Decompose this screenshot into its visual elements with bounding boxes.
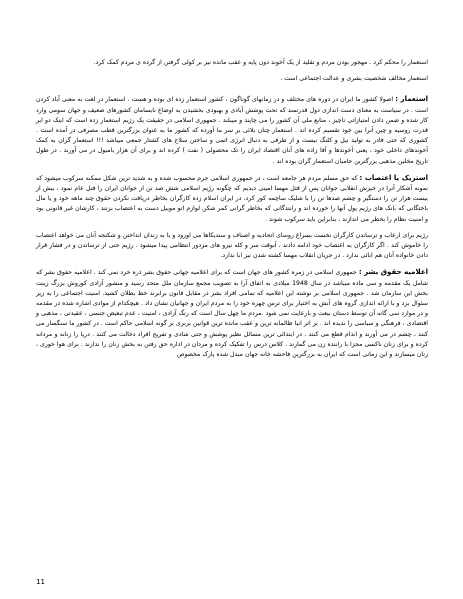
paragraph-intimidation xyxy=(36,231,428,262)
page-number: 11 xyxy=(36,578,45,586)
paragraph-colonialism xyxy=(36,94,428,166)
document-page xyxy=(36,58,428,366)
paragraph-1 xyxy=(36,58,428,68)
heading-human-rights: اعلامیه حقوق بشر : xyxy=(358,268,428,277)
paragraph-strike xyxy=(36,173,428,225)
paragraph-human-rights-text: جمهوری اسلامی در زمره کشور های جهان است که برای اعلامیه جهانی حقوق بشر ذره خرد نمی کند . اعلامیه حقوق بشر که شامل یک مقدمه و سی ماده میباشد در سال 1948 میلادی به اتفاق آرا به تصویب مجمع سازمان ملل متحد رسید و منشور آزادی کوروش بزرگ زینت بخش این سازمان شد . جمهوری اسلامی بر نوشته این اعلامیه که تمامی افراد بشر در مقابل قانون برابرند خط بطلان کشید. امنیت اجتماعی را به زیر سئوال برد و با ارائه اندازی گروه های آنش به اختیار برای ترس چهره خود را به مردم ایران و جهانیان نشان داد . هیچکدام از موادی اشاره شده در مقدمه و در موارد سی گانه آن توسط دستان بیعت و بارعایت نمی شود .مردم ما چهل سال است که رنگ آزادی ، امنیت ، عدم تبعیض جنسی ، عقیدتی ، مذهبی و اقتصادی ، فرهنگی و سیاسی را ندیده اند . بر اثر انیا ظالمانه ترین و عقب مانده ترین قوانین بربری بر گونه اسلامی حاکم است . در کشور ما سنگسار می کنند ، چشم در می آورند و اندام قطع می کنند . در ابتدائی ترین مسائل نظیر پوشش و حتی شادی و تفریح افراد دخالت می کنند . دریا را زنانه و مردانه کرده و برای زنان ناکسی مجزا با راننده زن می گمارند . کلاس درس را تفکیک کرده و مردان در اداره حق رفتن به بخش زنان را ندارند . برای هوا خوری ، زنان میسازند و این زمانی است که ایران به بزرگترین فاحشه خانه جهان مبدل شده پارک مخصوص xyxy=(36,269,428,359)
paragraph-intimidation-text: رژیم برای ارعاب و ترساندن کارگران نخست بسراغ روسای اتحادیه و اصناف و سندیکاها می اورود و با به زندان انداختن و شکنجه آنان می خواهد اعتصاب را خاموش کند . اگر کارگران به اعتصاب خود ادامه دادند ، آنوقت سر و کله نیرو های مزدور انتظامی پیدا میشود . رژیم حتی از ترساندن و در فشار قرار دادن خانواده آنان هم ابائی ندارد . در جریان انقلاب مهسا کشته شدن نیز ابا ندارد. xyxy=(36,231,428,260)
paragraph-strike-text: که حق مسلم مردم هر جامعه است ، در جمهوری اسلامی جرم محسوب شده و به شدید ترین شکل ممکنه سرکوب میشود که نمونه آشکار آنرا در خیزش انقلابی جوانان پس از قتل مهسا امینی دیدیم که چگونه رژیم اسلامی شش صد تن از جوانان ایران را قتل عام نمود ، بیش از بیست هزار تن را دستگیر و چشم صدها تن را با شلیک ساچمه کور کرد. در ایران اسلام زده کارگران بخاطر دریافت نکردن حقوق چند ماهه خود و یا مال باختگانی که بانک های رژیم پول آنها را خورده اند و رانندگانی که بخاطر گرانی کمر شکن لوازم اتو موبیل دست به اعتصاب بزنند ، کارشان غیر قانونی بود و امنیت نظام را بخطر می اندازند ، بنابراین باید سرکوب شوند . xyxy=(36,174,428,223)
heading-colonialism: استعمار : xyxy=(395,95,428,104)
paragraph-human-rights xyxy=(36,267,428,360)
paragraph-colonialism-text: اصولا کشور ما ایران در دوره های مختلف و در زمانهای گوناگون ، کشور استعمار زده ای بوده و هست . استعمار در لغت به معنی آباد کردن است . در سیاست به معنای دست اندازی دول قدرتمند که تحت پوشش آبادی و بهبودی بخشیدن به اوضاع نابسامان کشورهای ضعیف و جهان سومی وارد کار شده و ضمن دادن امتیازاتی ناچیز ، منابع ملی آن کشور را می چاپند و میبلند . جمهوری اسلامی در حقیقت یک رژیم استعمار زده است که اینک دو ابر قدرت روسیه و چین آنرا بین خود تقسیم کرده اند . استعمار چنان بلائی بر سر ما آورده که کشور ما به عنوان بزرگترین قطب مصرفی در آمده است . کشوری که حتی قادر به تولید نیل و کلنگ نیست و از طرفی به دنبال انرژی اتمی و ساختن سلاح های کشتار جمعی میباشد !!! استعمار گران به کمک آخوندهای داخلی خود ، یعنی آخوندها و آقا زاده های آنان اقتصاد ایران را تک محصولی ( نفت ) کرده اند و برای آن هزار بامبول در می آورند . در طول تاریخ مخلین مذهبی بزرگترین حامیان استعمار گران بوده اند . xyxy=(36,96,428,165)
heading-strike: استریک یا اعتصاب : xyxy=(359,173,428,182)
paragraph-2-text: استعمار مخالف شخصیت بشری و عدالت اجتماعی است . xyxy=(280,75,428,83)
paragraph-1-text: استعمار را محکم کرد . مهجور بودن مردم و تقلید از یک آخوند دون پایه و عقب مانده نیز بر کولی گرفتن از گرده ی مردم کمک کرد. xyxy=(93,59,428,66)
paragraph-2 xyxy=(36,74,428,84)
